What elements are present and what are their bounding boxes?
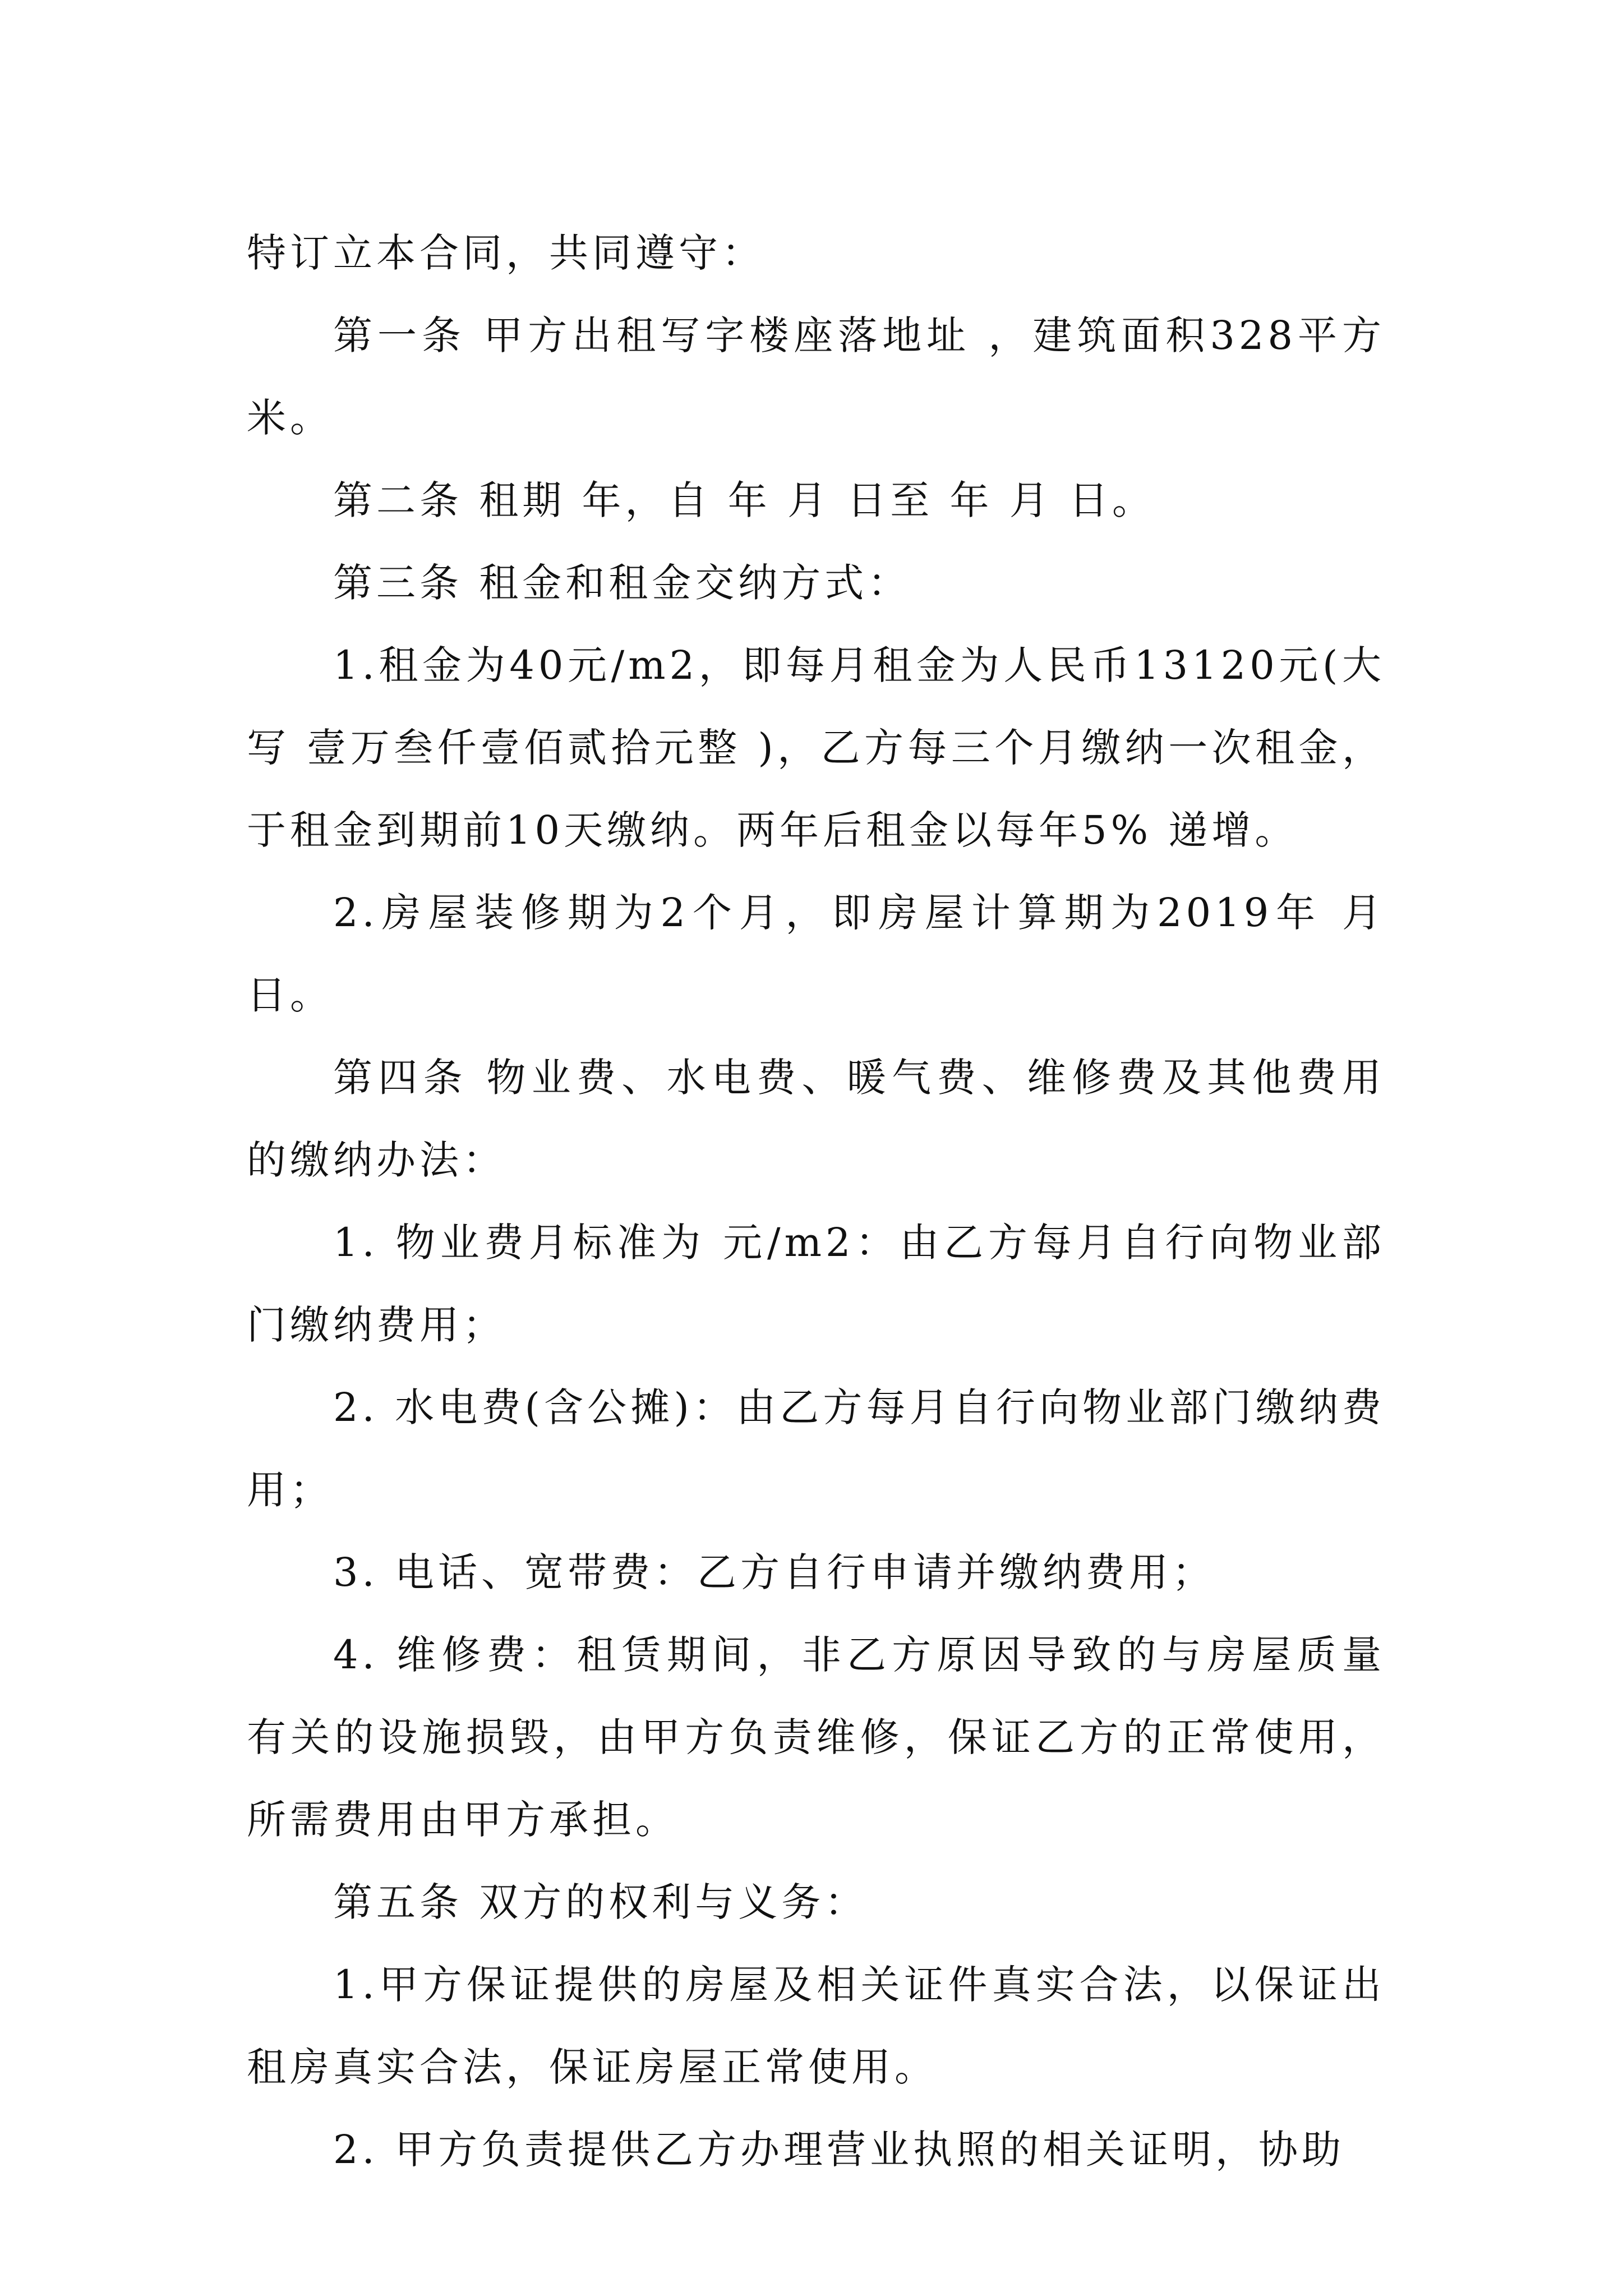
paragraph-article-3-item-1: 1.租金为40元/m2，即每月租金为人民币13120元(大写 壹万叁仟壹佰贰拾元整 )，乙方每三个月缴纳一次租金，于租金到期前10天缴纳。两年后租金以每年5% 递增。 [247, 642, 1385, 853]
paragraph-article-2: 第二条 租期 年，自 年 月 日至 年 月 日。 [333, 477, 1156, 523]
paragraph-intro: 特订立本合同，共同遵守： [247, 230, 765, 276]
paragraph-article-4-item-4: 4. 维修费：租赁期间，非乙方原因导致的与房屋质量有关的设施损毁，由甲方负责维修，保证乙方的正常使用，所需费用由甲方承担。 [247, 1632, 1385, 1843]
paragraph-article-4-item-3: 3. 电话、宽带费：乙方自行申请并缴纳费用； [333, 1549, 1216, 1595]
paragraph-article-3-item-2: 2.房屋装修期为2个月，即房屋计算期为2019年 月日。 [247, 890, 1385, 1018]
paragraph-article-4: 第四条 物业费、水电费、暖气费、维修费及其他费用的缴纳办法： [247, 1055, 1385, 1183]
paragraph-article-5: 第五条 双方的权利与义务： [333, 1879, 868, 1925]
paragraph-article-5-item-1: 1.甲方保证提供的房屋及相关证件真实合法，以保证出租房真实合法，保证房屋正常使用。 [247, 1962, 1385, 2090]
paragraph-article-4-item-1: 1. 物业费月标准为 元/m2：由乙方每月自行向物业部门缴纳费用； [247, 1220, 1385, 1348]
paragraph-article-3: 第三条 租金和租金交纳方式： [333, 560, 911, 606]
paragraph-article-5-item-2: 2. 甲方负责提供乙方办理营业执照的相关证明，协助 [333, 2127, 1345, 2173]
paragraph-article-4-item-2: 2. 水电费(含公摊)：由乙方每月自行向物业部门缴纳费用； [247, 1384, 1385, 1513]
document-body [247, 212, 1385, 2191]
paragraph-article-1: 第一条 甲方出租写字楼座落地址 ，建筑面积328平方米。 [247, 312, 1385, 441]
